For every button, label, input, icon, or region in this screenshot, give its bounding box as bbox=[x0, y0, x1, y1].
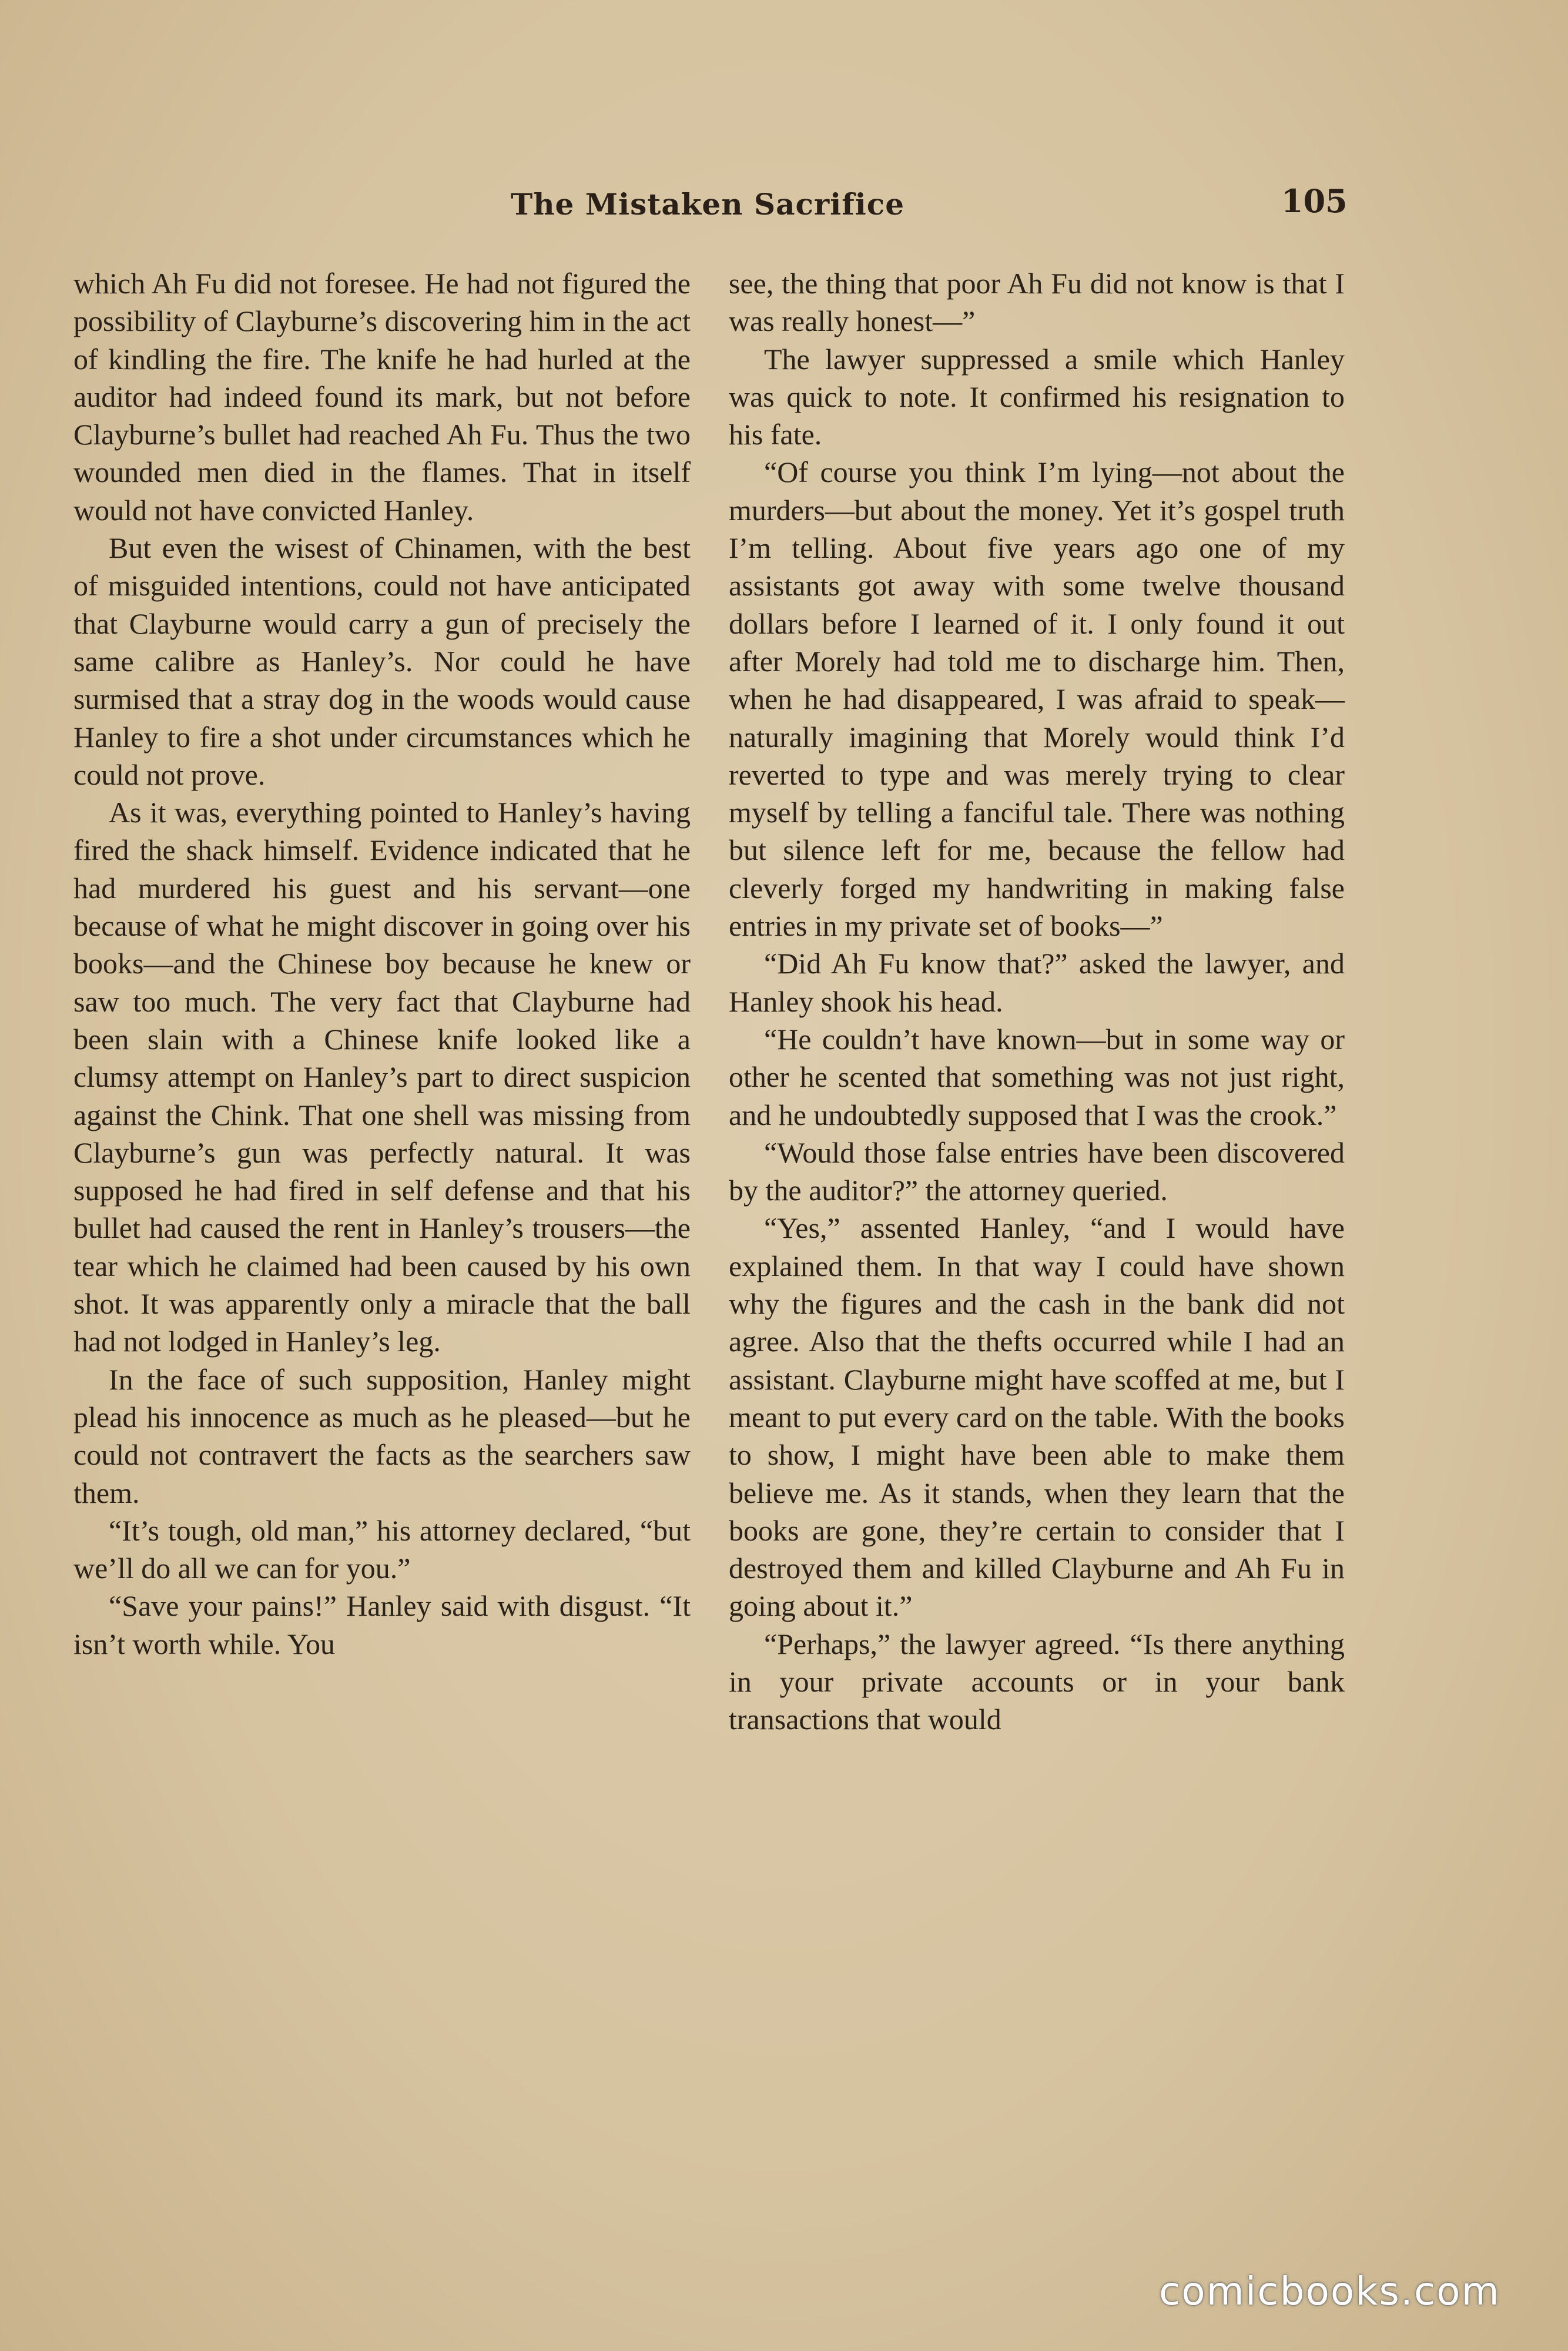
watermark-text: comicbooks.com bbox=[1159, 2269, 1500, 2314]
page-number: 105 bbox=[1281, 182, 1348, 220]
paragraph: “Save your pains!” Hanley said with disgust. “It isn’t worth while. You bbox=[73, 1589, 691, 1660]
paragraph: As it was, everything pointed to Hanley’s having fired the shack himself. Evidence indicated that he had murdered his guest and his servant—one because of what he might discover in going over his books—and the Chinese boy because he knew or saw too much. The very fact that Clayburne had been slain with a Chinese knife looked like a clumsy attempt on Hanley’s part to direct suspicion against the Chink. That one shell was missing from Clayburne’s gun was perfectly natural. It was supposed he had fired in self defense and that his bullet had caused the rent in Hanley’s trousers—the tear which he claimed had been caused by his own shot. It was apparently only a miracle that the ball had not lodged in Hanley’s leg. bbox=[73, 796, 691, 1358]
paragraph: “Of course you think I’m lying—not about the murders—but about the money. Yet it’s gospel truth I’m telling. About five years ago one of my assistants got away with some twelve thousand dollars before I learned of it. I only found it out after Morely had told me to discharge him. Then, when he had disappeared, I was afraid to speak—naturally imagining that Morely would think I’d reverted to type and was merely trying to clear myself by telling a fanciful tale. There was nothing but silence left for me, because the fellow had cleverly forged my handwriting in making false entries in my private set of books—” bbox=[729, 456, 1345, 943]
paragraph: “Yes,” assented Hanley, “and I would have explained them. In that way I could have shown why the figures and the cash in the bank did not agree. Also that the thefts occurred while I had an assistant. Clayburne might have scoffed at me, but I meant to put every card on the table. With the books to show, I might have been able to make them believe me. As it stands, when they learn that the books are gone, they’re certain to consider that I destroyed them and killed Clayburne and Ah Fu in going about it.” bbox=[729, 1211, 1345, 1623]
running-head-title: The Mistaken Sacrifice bbox=[510, 187, 905, 222]
paragraph: see, the thing that poor Ah Fu did not know is that I was really honest—” bbox=[729, 267, 1345, 338]
paragraph: The lawyer suppressed a smile which Hanley was quick to note. It confirmed his resignation to his fate. bbox=[729, 342, 1345, 451]
paragraph: “It’s tough, old man,” his attorney declared, “but we’ll do all we can for you.” bbox=[73, 1513, 691, 1585]
paragraph: But even the wisest of Chinamen, with the best of misguided intentions, could not have anticipated that Clayburne would carry a gun of precisely the same calibre as Hanley’s. Nor could he have surmised that a stray dog in the woods would cause Hanley to fire a shot under circumstances which he could not prove. bbox=[73, 531, 691, 791]
paragraph: which Ah Fu did not foresee. He had not figured the possibility of Clayburne’s discovering him in the act of kindling the fire. The knife he had hurled at the auditor had indeed found its mark, but not before Clayburne’s bullet had reached Ah Fu. Thus the two wounded men died in the flames. That in itself would not have convicted Hanley. bbox=[73, 267, 691, 527]
paragraph: “Would those false entries have been discovered by the auditor?” the attorney queried. bbox=[729, 1136, 1345, 1207]
paragraph: “Perhaps,” the lawyer agreed. “Is there anything in your private accounts or in your bank transactions that would bbox=[729, 1627, 1345, 1736]
right-column bbox=[729, 264, 1345, 1739]
paragraph: “Did Ah Fu know that?” asked the lawyer, and Hanley shook his head. bbox=[729, 947, 1345, 1018]
paragraph: In the face of such supposition, Hanley might plead his innocence as much as he pleased—but he could not contravert the facts as the searchers saw them. bbox=[73, 1362, 691, 1509]
paragraph: “He couldn’t have known—but in some way or other he scented that something was not just right, and he undoubtedly supposed that I was the crook.” bbox=[729, 1022, 1345, 1131]
left-column bbox=[73, 264, 691, 1663]
